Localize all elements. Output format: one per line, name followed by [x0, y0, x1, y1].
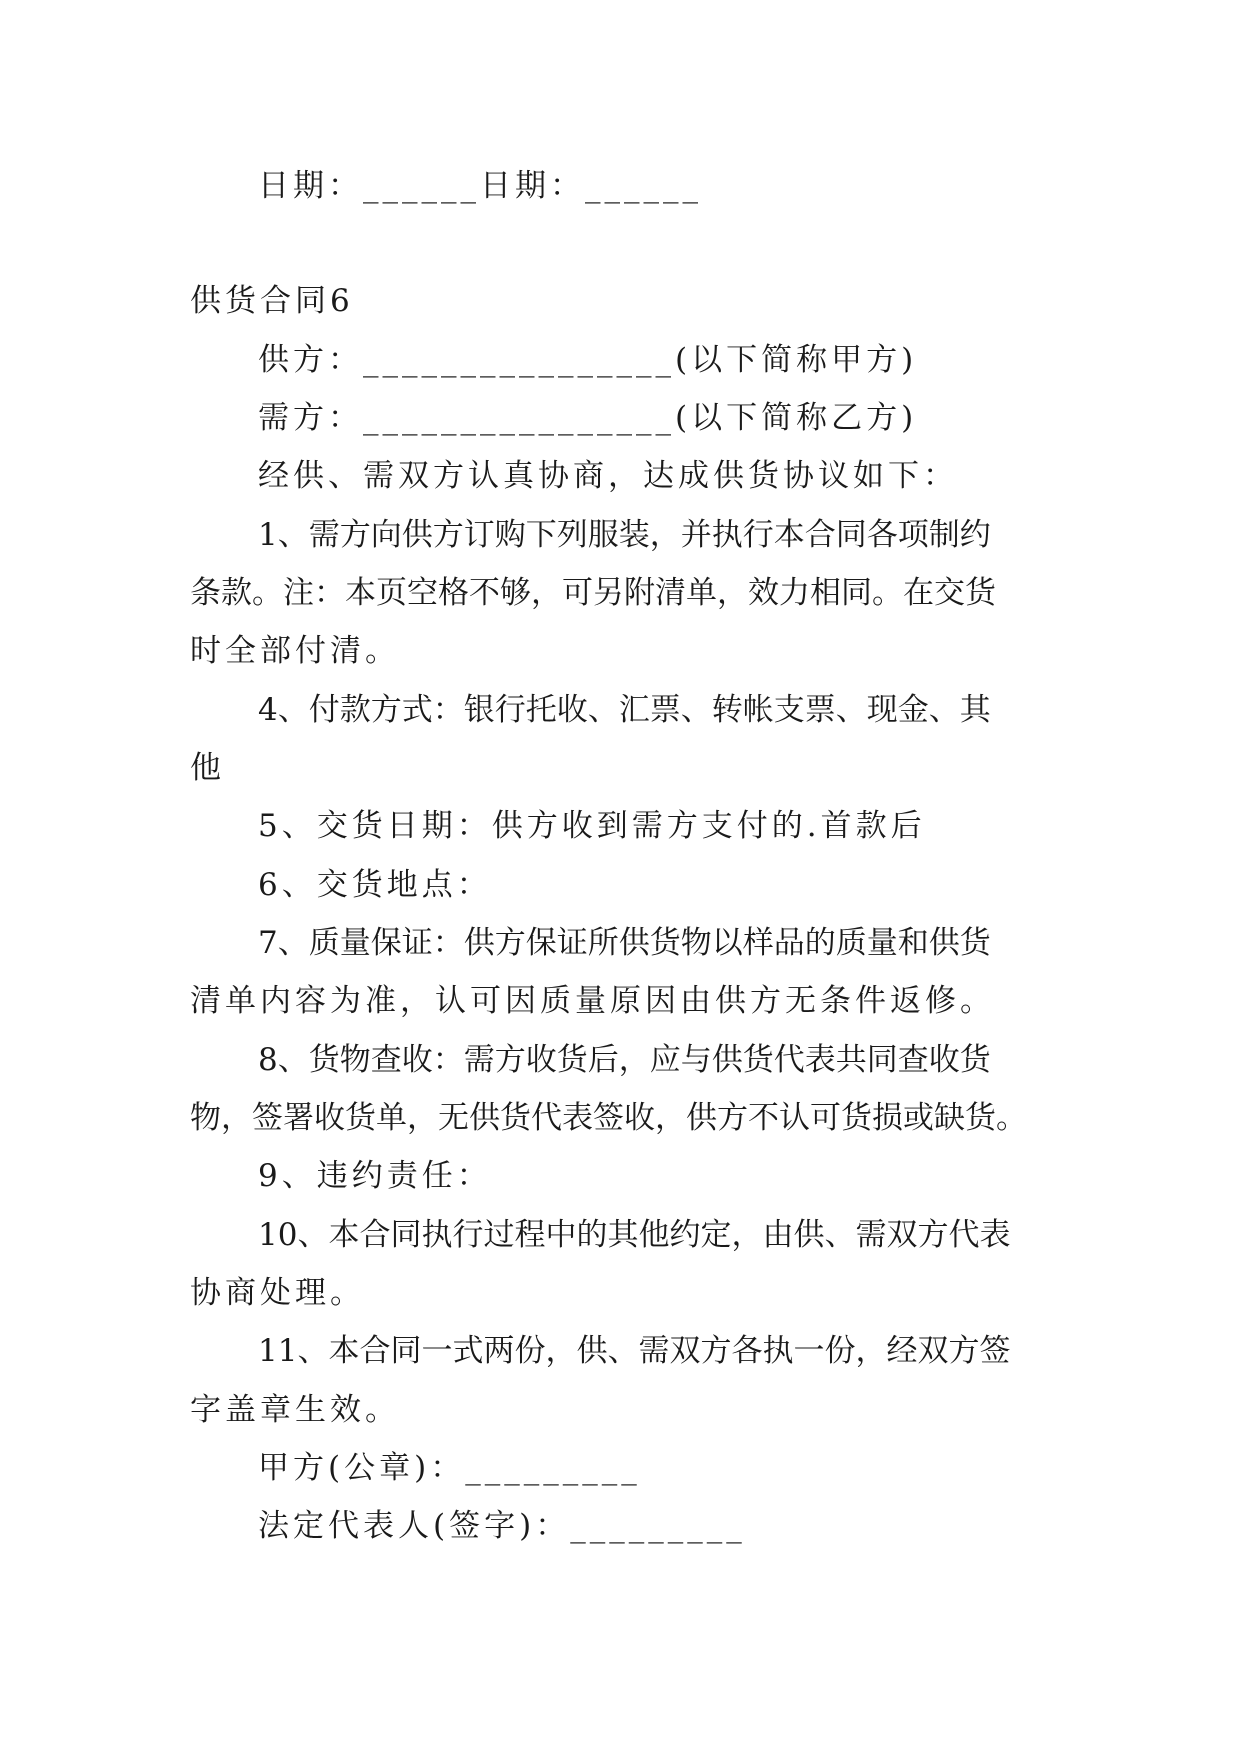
clause-8-line-2: 物，签署收货单，无供货代表签收，供方不认可货损或缺货。 — [190, 1100, 1027, 1136]
legal-rep-signature-line: 法定代表人(签字)：_________ — [258, 1508, 746, 1544]
clause-1-line-3: 时全部付清。 — [190, 633, 400, 669]
clause-7-line-2: 清单内容为准，认可因质量原因由供方无条件返修。 — [190, 983, 995, 1019]
party-a-seal-line: 甲方(公章)：_________ — [258, 1450, 641, 1486]
clause-6: 6、交货地点： — [258, 867, 492, 903]
clause-4-line-1: 4、付款方式：银行托收、汇票、转帐支票、现金、其 — [258, 692, 991, 728]
clause-9: 9、违约责任： — [258, 1158, 492, 1194]
clause-11-line-2: 字盖章生效。 — [190, 1392, 400, 1428]
supplier-line: 供方：________________(以下简称甲方) — [258, 342, 918, 378]
contract-title: 供货合同6 — [190, 283, 354, 319]
buyer-line: 需方：________________(以下简称乙方) — [258, 400, 918, 436]
clause-11-line-1: 11、本合同一式两份，供、需双方各执一份，经双方签 — [258, 1333, 1011, 1369]
clause-8-line-1: 8、货物查收：需方收货后，应与供货代表共同查收货 — [258, 1042, 991, 1078]
clause-1-line-1: 1、需方向供方订购下列服装，并执行本合同各项制约 — [258, 517, 991, 553]
clause-10-line-1: 10、本合同执行过程中的其他约定，由供、需双方代表 — [258, 1217, 1011, 1253]
clause-5: 5、交货日期：供方收到需方支付的.首款后 — [258, 808, 926, 844]
clause-7-line-1: 7、质量保证：供方保证所供货物以样品的质量和供货 — [258, 925, 991, 961]
clause-4-line-2: 他 — [190, 750, 225, 786]
clause-10-line-2: 协商处理。 — [190, 1275, 365, 1311]
date-line: 日期：______日期：______ — [258, 168, 702, 204]
clause-1-line-2: 条款。注：本页空格不够，可另附清单，效力相同。在交货 — [190, 575, 996, 611]
intro-paragraph: 经供、需双方认真协商，达成供货协议如下： — [258, 458, 958, 494]
